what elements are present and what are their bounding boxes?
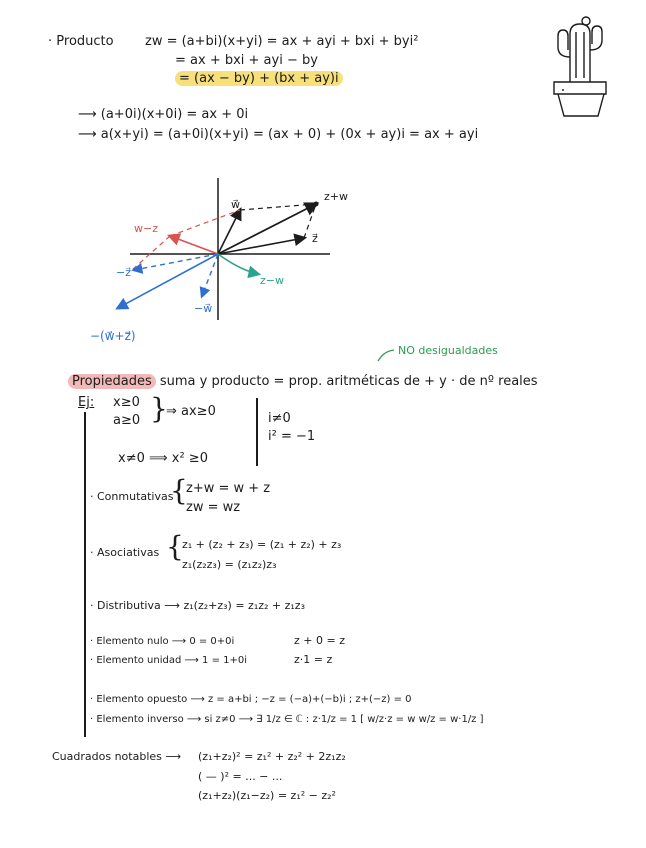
- brace-conmutativas-icon: {: [170, 474, 188, 507]
- label-z-minus-w: z−w: [260, 274, 284, 287]
- vector-diagram: [90, 170, 380, 355]
- producto-arrow1: ⟶ (a+0i)(x+0i) = ax + 0i: [78, 107, 249, 122]
- ej-line3: x≠0 ⟹ x² ≥0: [118, 451, 208, 466]
- label-neg-sum: −(w⃗+z⃗): [90, 329, 136, 343]
- i-separator: [256, 398, 258, 466]
- no-desigualdades-note: NO desigualdades: [398, 344, 498, 357]
- ej-line1: x≥0: [113, 395, 140, 410]
- distributiva: · Distributiva ⟶ z₁(z₂+z₃) = z₁z₂ + z₁z₃: [90, 599, 305, 612]
- note-arrow-icon: [376, 347, 396, 363]
- producto-label: Producto: [56, 34, 114, 49]
- elemento-opuesto: · Elemento opuesto ⟶ z = a+bi ; −z = (−a)+(−b)i ; z+(−z) = 0: [90, 694, 412, 705]
- producto-result-highlight: = (ax − by) + (bx + ay)i: [175, 71, 343, 86]
- elemento-unidad-result: z·1 = z: [294, 653, 333, 666]
- label-z: z⃗: [312, 232, 318, 245]
- cuadrados-line1: (z₁+z₂)² = z₁² + z₂² + 2z₁z₂: [198, 750, 346, 763]
- i-line1: i≠0: [268, 411, 291, 426]
- cuadrados-label: Cuadrados notables ⟶: [52, 750, 182, 763]
- conmutativas-label: · Conmutativas: [90, 490, 174, 503]
- propiedades-heading: [68, 374, 538, 390]
- elemento-nulo-result: z + 0 = z: [294, 634, 345, 647]
- brace-icon: }: [150, 392, 168, 425]
- producto-line2: = ax + bxi + ayi − by: [175, 53, 318, 68]
- label-z-plus-w: z+w: [324, 190, 348, 203]
- conmutativas-2: zw = wz: [186, 500, 241, 515]
- producto-line3: [175, 71, 343, 87]
- cuadrados-line2: ( — )² = ... − ...: [198, 770, 283, 783]
- label-w-minus-z: w−z: [134, 222, 158, 235]
- left-vertical-rule: [84, 412, 86, 737]
- brace-asociativas-icon: {: [166, 530, 184, 563]
- asociativas-1: z₁ + (z₂ + z₃) = (z₁ + z₂) + z₃: [182, 538, 342, 551]
- propiedades-title-rest: suma y producto = prop. aritméticas de + y · de nº reales: [159, 374, 538, 389]
- cactus-doodle-icon: [540, 12, 622, 120]
- asociativas-2: z₁(z₂z₃) = (z₁z₂)z₃: [182, 558, 277, 571]
- ej-implies: ⇒ ax≥0: [166, 404, 216, 419]
- producto-heading: [48, 34, 114, 50]
- asociativas-label: · Asociativas: [90, 546, 160, 559]
- bullet: ·: [48, 34, 53, 49]
- ej-line2: a≥0: [113, 413, 141, 428]
- label-neg-z: −z⃗: [116, 266, 131, 279]
- label-neg-w: −w⃗: [194, 302, 213, 315]
- label-w: w⃗: [231, 198, 240, 211]
- conmutativas-1: z+w = w + z: [186, 481, 271, 496]
- producto-line1: zw = (a+bi)(x+yi) = ax + ayi + bxi + byi²: [145, 34, 419, 49]
- elemento-nulo: · Elemento nulo ⟶ 0 = 0+0i: [90, 636, 235, 647]
- ej-label: Ej:: [78, 395, 95, 410]
- elemento-inverso: · Elemento inverso ⟶ si z≠0 ⟶ ∃ 1/z ∈ ℂ : z·1/z = 1 [ w/z·z = w w/z = w·1/z ]: [90, 714, 484, 725]
- elemento-unidad: · Elemento unidad ⟶ 1 = 1+0i: [90, 655, 248, 666]
- propiedades-title: Propiedades: [68, 374, 156, 389]
- i-line2: i² = −1: [268, 429, 316, 444]
- cuadrados-line3: (z₁+z₂)(z₁−z₂) = z₁² − z₂²: [198, 789, 336, 802]
- producto-arrow2: ⟶ a(x+yi) = (a+0i)(x+yi) = (ax + 0) + (0x + ay)i = ax + ayi: [78, 127, 479, 142]
